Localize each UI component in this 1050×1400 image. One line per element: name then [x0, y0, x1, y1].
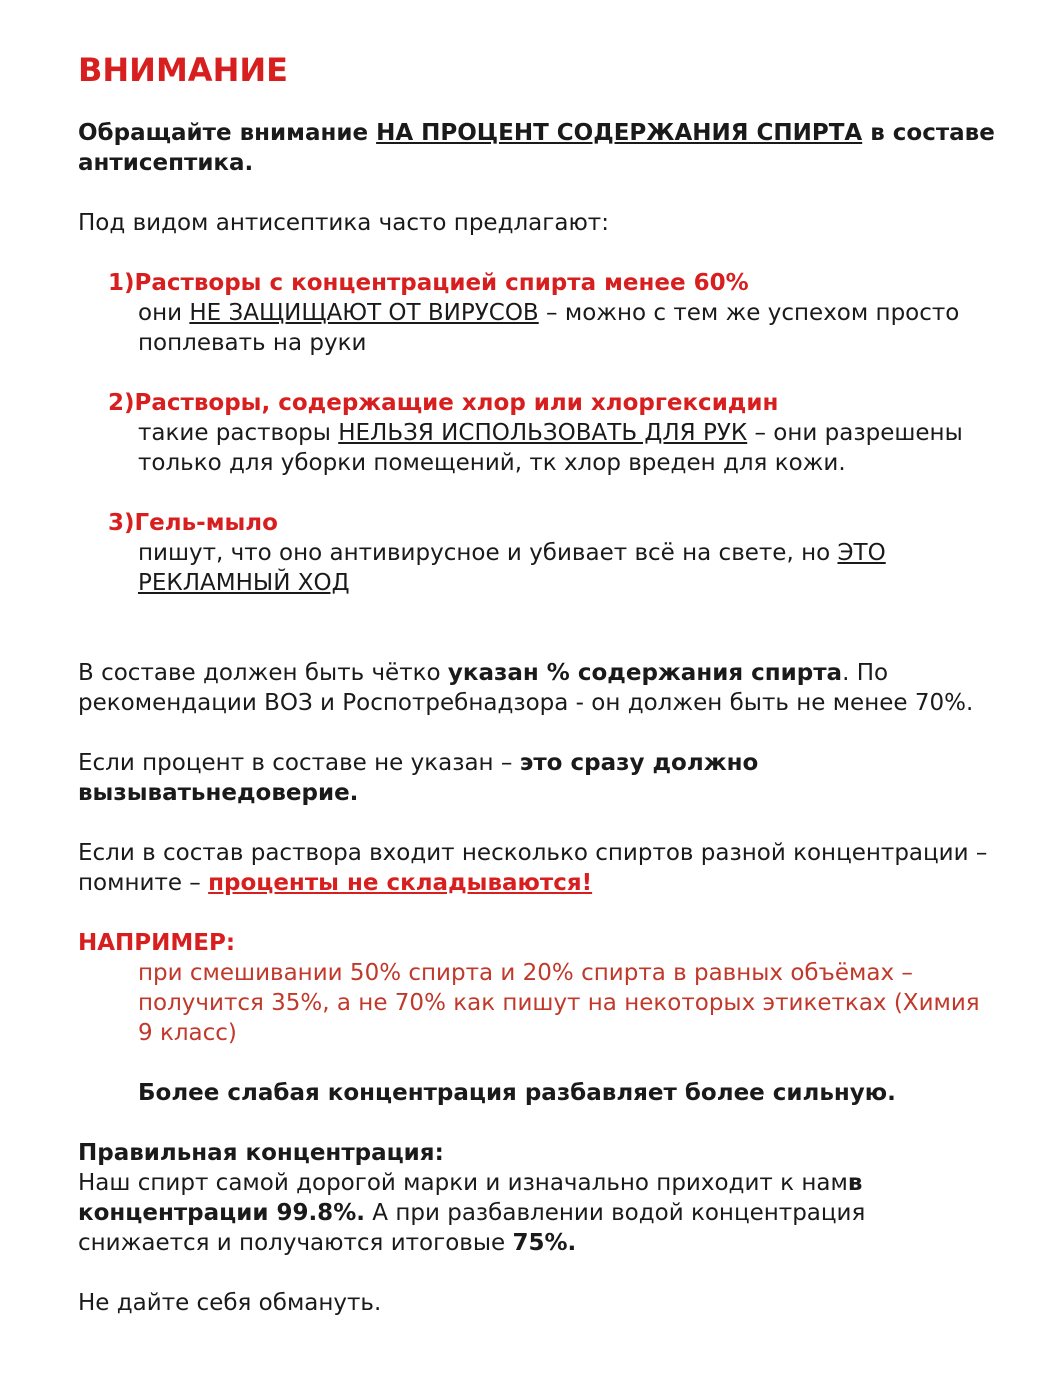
list-item-heading: 3)Гель-мыло: [108, 510, 278, 536]
list-item: [78, 268, 998, 358]
list-item-text: такие растворы: [138, 420, 339, 446]
list-item-body: [78, 538, 998, 598]
list-item: [78, 508, 998, 598]
list-item-text-end: – можно с тем же успехом просто поплевать на руки: [138, 300, 960, 356]
list-item-heading: 1)Растворы с концентрацией спирта менее 60%: [108, 270, 749, 296]
correct-concentration-paragraph: [78, 1168, 998, 1258]
warning-highlight: проценты не складываются!: [208, 870, 593, 896]
intro-paragraph: [78, 118, 998, 178]
list-item-underlined: ЭТО РЕКЛАМНЫЙ ХОД: [138, 540, 886, 596]
list-item-underlined: НЕЛЬЗЯ ИСПОЛЬЗОВАТЬ ДЛЯ РУК: [338, 420, 748, 446]
list-item-heading: 2)Растворы, содержащие хлор или хлоргексидин: [108, 390, 779, 416]
list-item-text: пишут, что оно антивирусное и убивает всё на свете, но: [138, 540, 838, 566]
not-indicated-bold: это сразу должно вызыватьнедоверие.: [78, 750, 759, 806]
example-heading: НАПРИМЕР:: [78, 930, 236, 956]
correct-concentration-heading: Правильная концентрация:: [78, 1140, 444, 1166]
correct-bold-concentration: в концентрации 99.8%.: [78, 1170, 863, 1226]
lead-paragraph: Под видом антисептика часто предлагают:: [78, 210, 609, 236]
closing-line: Не дайте себя обмануть.: [78, 1290, 382, 1316]
intro-text-end: в составе антисептика.: [78, 120, 995, 176]
composition-paragraph: [78, 658, 998, 718]
list-item-body: [78, 418, 998, 478]
list-item-underlined: НЕ ЗАЩИЩАЮТ ОТ ВИРУСОВ: [189, 300, 539, 326]
spacer: [78, 628, 998, 658]
composition-bold: указан % содержания спирта: [447, 660, 843, 686]
correct-text: Наш спирт самой дорогой марки и изначально приходит к нам: [78, 1170, 848, 1196]
intro-underlined: НА ПРОЦЕНТ СОДЕРЖАНИЯ СПИРТА: [376, 120, 863, 146]
intro-text: Обращайте внимание: [78, 120, 377, 146]
page-title: ВНИМАНИЕ: [78, 51, 288, 89]
list-item-text: они: [138, 300, 190, 326]
correct-bold-final: 75%.: [512, 1230, 577, 1256]
list-item: [78, 388, 998, 478]
document-page: [78, 40, 998, 1318]
weaker-concentration-note: Более слабая концентрация разбавляет более сильную.: [138, 1080, 896, 1106]
correct-text-mid: А при разбавлении водой концентрация снижается и получаются итоговые: [78, 1200, 866, 1256]
not-indicated-text: Если процент в составе не указан –: [78, 750, 520, 776]
composition-text: В составе должен быть чётко: [78, 660, 448, 686]
several-alcohols-text: Если в состав раствора входит несколько спиртов разной концентрации – помните –: [78, 840, 988, 896]
example-body: при смешивании 50% спирта и 20% спирта в равных объёмах – получится 35%, а не 70% как пишут на некоторых этикетках (Химия 9 класс): [138, 960, 980, 1046]
list-item-body: [78, 298, 998, 358]
not-indicated-paragraph: [78, 748, 998, 808]
several-alcohols-paragraph: [78, 838, 998, 898]
list-item-text-end: – они разрешены только для уборки помещений, тк хлор вреден для кожи.: [138, 420, 963, 476]
composition-text-end: . По рекомендации ВОЗ и Роспотребнадзора - он должен быть не менее 70%.: [78, 660, 974, 716]
